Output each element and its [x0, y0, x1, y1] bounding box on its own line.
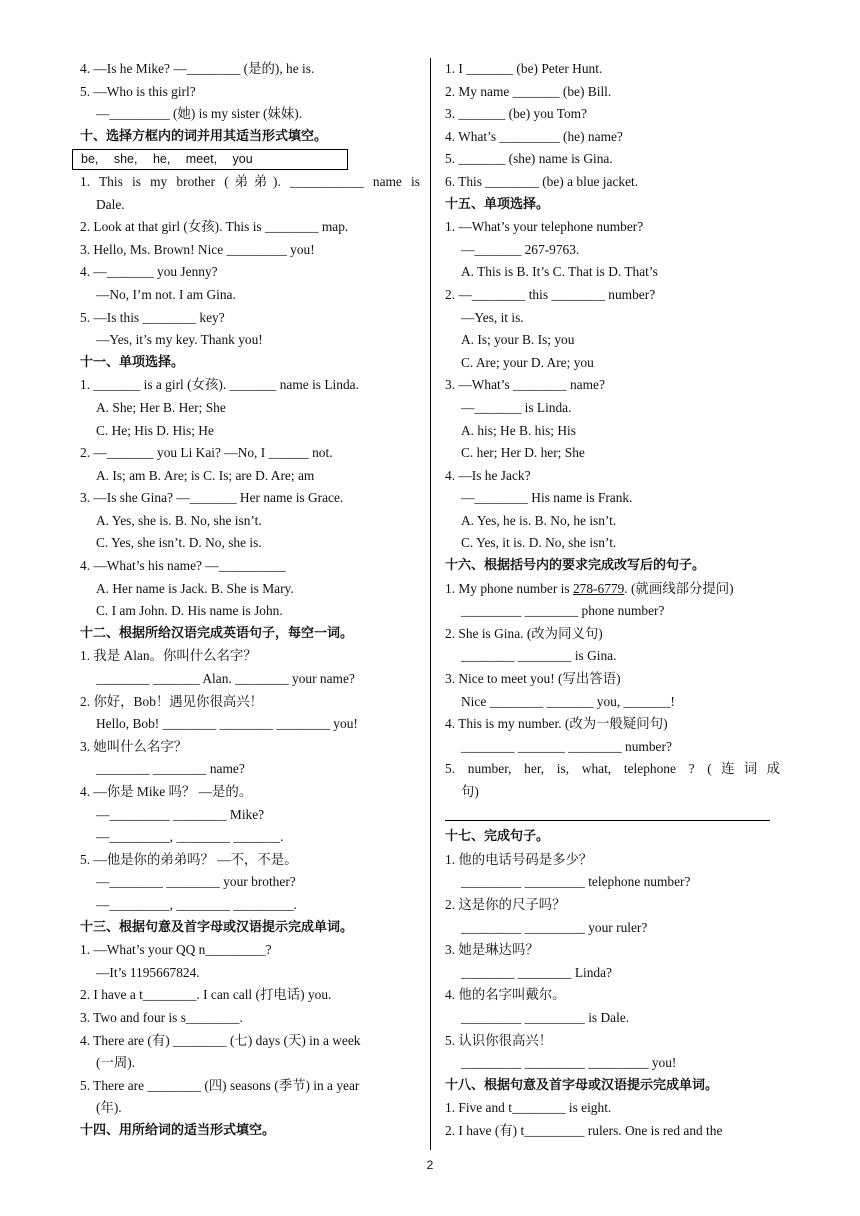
exercise-line: —_________ ________ Mike? — [96, 806, 265, 822]
exercise-line: —_______ 267-9763. — [461, 241, 580, 257]
exercise-line: 2. —_______ you Li Kai? —No, I ______ not. — [80, 445, 333, 461]
exercise-line: 5. —Who is this girl? — [80, 83, 196, 99]
exercise-line: 3. 她是琳达吗？ — [445, 942, 539, 958]
section-heading: 十三、根据句意及首字母或汉语提示完成单词。 — [80, 919, 354, 935]
left-column — [80, 58, 420, 1143]
exercise-line: 4. —_______ you Jenny? — [80, 264, 218, 280]
exercise-line: 3. —What’s ________ name? — [445, 377, 605, 393]
section-heading: 十七、完成句子。 — [445, 829, 550, 845]
exercise-line: A. She; Her B. Her; She — [96, 399, 226, 415]
word-box: be, she, he, meet, you — [72, 149, 348, 170]
exercise-line: —_______ is Linda. — [461, 399, 572, 415]
exercise-line: Hello, Bob! ________ ________ ________ you! — [96, 716, 358, 732]
exercise-line: 2. I have (有) t_________ rulers. One is red and the — [445, 1122, 723, 1138]
exercise-line: C. I am John. D. His name is John. — [96, 603, 283, 619]
exercise-line: 2. She is Gina. (改为同义句) — [445, 625, 603, 641]
exercise-line: Dale. — [96, 196, 125, 212]
exercise-line: 4. —Is he Jack? — [445, 467, 531, 483]
section-heading: 十六、根据括号内的要求完成改写后的句子。 — [445, 558, 706, 574]
exercise-line: A. Is; your B. Is; you — [461, 332, 575, 348]
exercise-line: 3. 她叫什么名字？ — [80, 738, 188, 754]
exercise-line: 2. 这是你的尺子吗？ — [445, 896, 566, 912]
exercise-line: Nice ________ _______ you, _______! — [461, 693, 675, 709]
exercise-line: —Yes, it is. — [461, 309, 524, 325]
exercise-line: 5. number, her, is, what, telephone ? (连词成 — [445, 761, 780, 777]
column-divider — [430, 58, 431, 1150]
exercise-line: 6. This ________ (be) a blue jacket. — [445, 173, 639, 189]
exercise-line: 4. There are (有) ________ (七) days (天) in a week — [80, 1032, 361, 1048]
exercise-line: 5. There are ________ (四) seasons (季节) in a year — [80, 1077, 360, 1093]
exercise-line: ________ ________ name? — [96, 761, 245, 777]
exercise-line: A. Yes, she is. B. No, she isn’t. — [96, 512, 262, 528]
page-number: 2 — [426, 1158, 434, 1172]
exercise-line: _________ ________ phone number? — [461, 603, 665, 619]
exercise-line: C. her; Her D. her; She — [461, 445, 585, 461]
exercise-line: ________ _______ ________ number? — [461, 738, 672, 754]
answer-line — [445, 804, 780, 827]
exercise-line: C. Are; your D. Are; you — [461, 354, 594, 370]
exercise-line: —________ ________ your brother? — [96, 874, 296, 890]
exercise-line: _________ _________ is Dale. — [461, 1009, 630, 1025]
exercise-line: —_________ (她) is my sister (妹妹). — [96, 106, 303, 122]
exercise-line: _________ _________ _________ you! — [461, 1055, 677, 1071]
exercise-line: 1. I _______ (be) Peter Hunt. — [445, 61, 603, 76]
exercise-line: 句) — [461, 784, 479, 799]
exercise-line: ________ ________ is Gina. — [461, 648, 617, 664]
exercise-line: —_________, ________ _________. — [96, 896, 297, 912]
exercise-line: A. This is B. It’s C. That is D. That’s — [461, 264, 658, 280]
exercise-line: 4. What’s _________ (he) name? — [445, 128, 623, 144]
exercise-line: 3. _______ (be) you Tom? — [445, 106, 587, 122]
section-heading: 十八、根据句意及首字母或汉语提示完成单词。 — [445, 1077, 719, 1093]
right-column — [445, 58, 780, 1143]
exercise-line: A. Yes, he is. B. No, he isn’t. — [461, 512, 617, 528]
exercise-line: 4. —Is he Mike? —________ (是的), he is. — [80, 61, 315, 76]
underlined-part: 278-6779 — [572, 580, 625, 596]
exercise-line: —It’s 1195667824. — [96, 964, 200, 980]
exercise-line: 1. —What’s your telephone number? — [445, 219, 644, 235]
section-heading: 十、选择方框内的词并用其适当形式填空。 — [80, 128, 328, 144]
exercise-line: C. Yes, she isn’t. D. No, she is. — [96, 535, 262, 551]
exercise-line: 1. My phone number is 278-6779. (就画线部分提问) — [445, 580, 734, 596]
exercise-line: 1. _______ is a girl (女孩). _______ name is Linda. — [80, 377, 359, 393]
exercise-line: 5. —Is this ________ key? — [80, 309, 225, 325]
exercise-line: (年). — [96, 1100, 122, 1116]
exercise-line: 1. —What’s your QQ n_________? — [80, 942, 272, 958]
exercise-line: 2. Look at that girl (女孩). This is ________ map. — [80, 219, 349, 235]
exercise-line: 5. _______ (she) name is Gina. — [445, 151, 613, 167]
exercise-line: —________ His name is Frank. — [461, 490, 633, 506]
exercise-line: A. Is; am B. Are; is C. Is; are D. Are; am — [96, 467, 315, 483]
exercise-line: C. He; His D. His; He — [96, 422, 214, 438]
exercise-line: A. Her name is Jack. B. She is Mary. — [96, 580, 294, 596]
exercise-line: 5. —他是你的弟弟吗？ —不，不是。 — [80, 851, 298, 867]
exercise-line: 1. Five and t________ is eight. — [445, 1100, 612, 1116]
exercise-line: 2. My name _______ (be) Bill. — [445, 83, 612, 99]
exercise-line: 3. —Is she Gina? —_______ Her name is Grace. — [80, 490, 344, 506]
exercise-line: 1. 我是 Alan。你叫什么名字？ — [80, 648, 257, 664]
exercise-line: 1. 他的电话号码是多少？ — [445, 851, 593, 867]
exercise-line: _________ _________ your ruler? — [461, 919, 648, 935]
section-heading: 十一、单项选择。 — [80, 354, 185, 370]
exercise-line: (一周). — [96, 1055, 136, 1071]
exercise-line: _________ _________ telephone number? — [461, 874, 691, 890]
exercise-line: 2. 你好，Bob！遇见你很高兴！ — [80, 693, 264, 709]
exercise-line: 3. Nice to meet you! (写出答语) — [445, 671, 621, 687]
exercise-line: —_________, ________ _______. — [96, 829, 284, 845]
exercise-line: 1. This is my brother (弟弟). ___________ name is — [80, 173, 420, 189]
exercise-line: 3. Hello, Ms. Brown! Nice _________ you! — [80, 241, 315, 257]
exercise-line: 3. Two and four is s________. — [80, 1009, 243, 1025]
section-heading: 十四、用所给词的适当形式填空。 — [80, 1122, 276, 1138]
exercise-line: 4. 他的名字叫戴尔。 — [445, 987, 566, 1003]
section-heading: 十五、单项选择。 — [445, 196, 550, 212]
exercise-line: A. his; He B. his; His — [461, 422, 576, 438]
exercise-line: 5. 认识你很高兴！ — [445, 1032, 553, 1048]
exercise-line: ________ _______ Alan. ________ your name? — [96, 671, 355, 687]
exercise-line: 2. I have a t________. I can call (打电话) you. — [80, 987, 332, 1003]
exercise-line: C. Yes, it is. D. No, she isn’t. — [461, 535, 617, 551]
exercise-line: 2. —________ this ________ number? — [445, 286, 656, 302]
exercise-line: —No, I’m not. I am Gina. — [96, 286, 236, 302]
word-box-row — [80, 148, 420, 171]
section-heading: 十二、根据所给汉语完成英语句子，每空一词。 — [80, 625, 354, 641]
exercise-line: ________ ________ Linda? — [461, 964, 612, 980]
exercise-line: 4. —What’s his name? —__________ — [80, 558, 286, 574]
exercise-line: —Yes, it’s my key. Thank you! — [96, 332, 263, 348]
exercise-line: 4. —你是 Mike 吗？ —是的。 — [80, 784, 253, 799]
exercise-line: 4. This is my number. (改为一般疑问句) — [445, 716, 668, 732]
